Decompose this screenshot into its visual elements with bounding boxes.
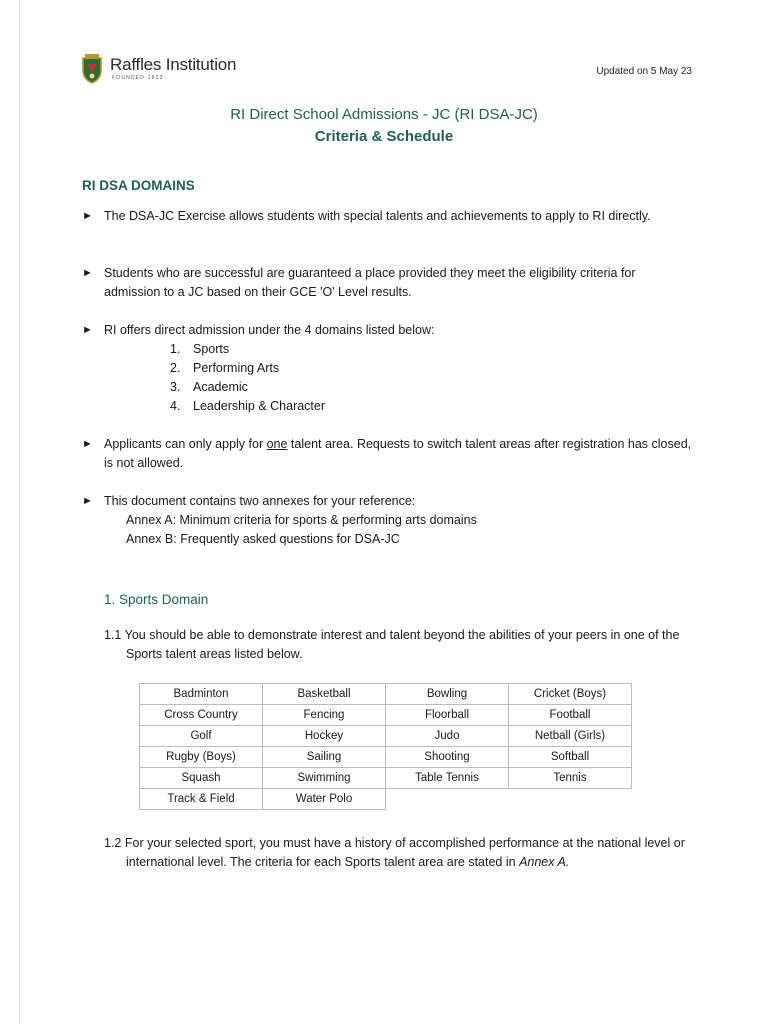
- logo-name: Raffles Institution: [110, 54, 237, 74]
- annex-a-reference: Annex A.: [519, 855, 570, 869]
- annex-a: Annex A: Minimum criteria for sports & performing arts domains: [126, 513, 477, 527]
- arrow-bullet-icon: ►: [82, 210, 93, 222]
- page-edge: [19, 0, 20, 1024]
- page-title: RI Direct School Admissions - JC (RI DSA-JC): [230, 106, 538, 123]
- arrow-bullet-icon: ►: [82, 495, 93, 507]
- bullet-text: Students who are successful are guaranteed a place provided they meet the eligibility criteria for admission to a JC based on their GCE 'O' Level results.: [104, 266, 636, 299]
- table-row: Golf Hockey Judo Netball (Girls): [140, 726, 632, 747]
- list-item: 4. Leadership & Character: [170, 399, 326, 413]
- bullet-text: Applicants can only apply for one talent area. Requests to switch talent areas after registration has closed, is not allowed.: [104, 437, 692, 470]
- table-row: Rugby (Boys) Sailing Shooting Softball: [140, 747, 632, 768]
- table-row: Cross Country Fencing Floorball Football: [140, 705, 632, 726]
- bullet-text: This document contains two annexes for your reference:: [104, 494, 416, 508]
- arrow-bullet-icon: ►: [82, 324, 93, 336]
- table-row: Squash Swimming Table Tennis Tennis: [140, 768, 632, 789]
- emphasis-one: one: [266, 437, 288, 451]
- bullet-text: RI offers direct admission under the 4 domains listed below:: [104, 323, 435, 337]
- bullet-item: [82, 207, 692, 226]
- annex-b: Annex B: Frequently asked questions for DSA-JC: [126, 532, 400, 546]
- list-item: 3. Academic: [170, 380, 248, 394]
- arrow-bullet-icon: ►: [82, 267, 93, 279]
- sports-heading: 1. Sports Domain: [104, 592, 209, 607]
- bullet-item: [82, 435, 692, 473]
- page-subtitle: Criteria & Schedule: [314, 128, 454, 145]
- sports-table: [139, 683, 632, 810]
- logo-founded: FOUNDED 1823: [112, 74, 164, 81]
- domain-list: [170, 340, 325, 416]
- arrow-bullet-icon: ►: [82, 438, 93, 450]
- bullet-text: The DSA-JC Exercise allows students with special talents and achievements to apply to RI directly.: [104, 209, 651, 223]
- crest-icon: [80, 52, 104, 84]
- domains-heading: RI DSA DOMAINS: [82, 178, 195, 193]
- table-row: Badminton Basketball Bowling Cricket (Boys): [140, 684, 632, 705]
- bullet-item: [82, 492, 692, 511]
- updated-date: Updated on 5 May 23: [596, 66, 692, 77]
- list-item: 2. Performing Arts: [170, 361, 280, 375]
- list-item: 1. Sports: [170, 342, 230, 356]
- bullet-item: [82, 321, 692, 340]
- paragraph-1-2: 1.2 For your selected sport, you must have a history of accomplished performance at the national level or international level. The criteria for each Sports talent area are stated in Annex A.: [104, 836, 685, 869]
- bullet-item: [82, 264, 692, 302]
- table-row: Track & Field Water Polo: [140, 789, 632, 810]
- paragraph-1-1: 1.1 You should be able to demonstrate interest and talent beyond the abilities of your peers in one of the Sports talent areas listed below.: [104, 628, 680, 661]
- raffles-logo: [80, 52, 236, 84]
